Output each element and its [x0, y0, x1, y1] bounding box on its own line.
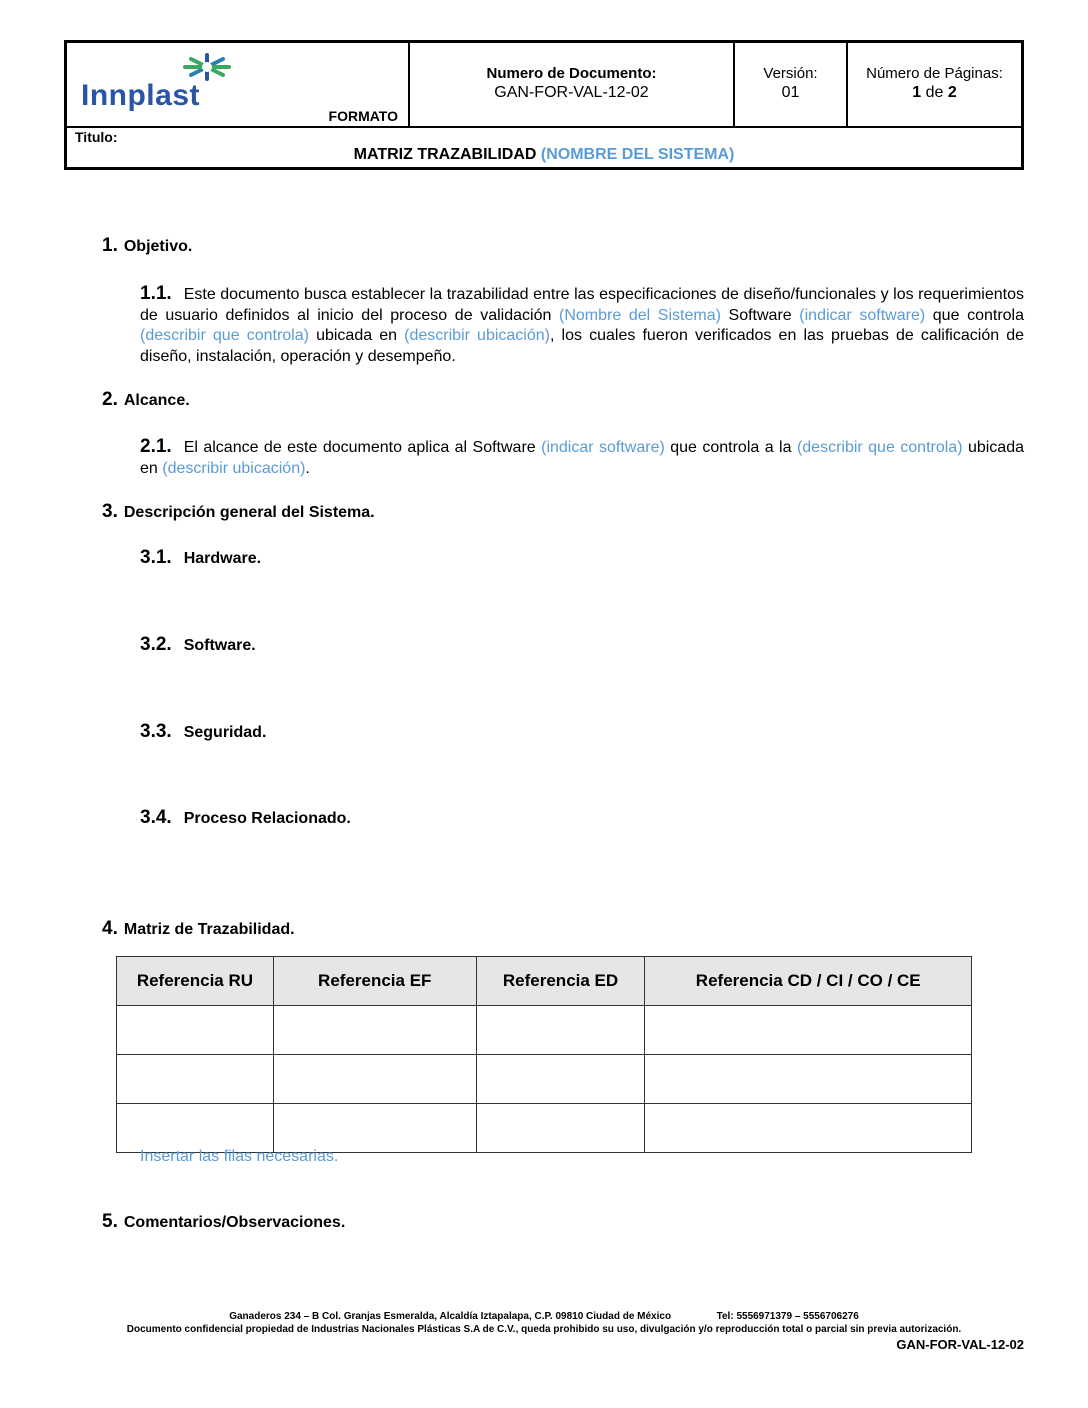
subsection-title: Proceso Relacionado. — [183, 810, 351, 827]
section-title: Objetivo. — [123, 238, 193, 255]
table-cell[interactable] — [476, 1055, 645, 1104]
page-of: de — [925, 84, 944, 101]
table-cell[interactable] — [273, 1006, 476, 1055]
table-cell[interactable] — [476, 1104, 645, 1153]
text: ubicada en — [308, 327, 405, 344]
section-heading-alcance — [102, 389, 190, 411]
page-total: 2 — [947, 84, 957, 101]
placeholder-software: (indicar software) — [799, 306, 926, 324]
table-cell[interactable] — [117, 1055, 274, 1104]
table-cell[interactable] — [645, 1006, 972, 1055]
section-heading-descripcion — [102, 501, 375, 523]
column-header-ru: Referencia RU — [117, 957, 274, 1006]
section-title: Alcance. — [123, 392, 190, 409]
paragraph-alcance — [140, 437, 1024, 479]
header-top-row — [67, 43, 1021, 128]
title-label: Titulo: — [75, 129, 118, 145]
subsection-title: Seguridad. — [183, 724, 267, 741]
footer-phone: Tel: 5556971379 – 5556706276 — [716, 1311, 859, 1322]
section-number: 3. — [102, 501, 118, 522]
placeholder-location: (describir ubicación) — [162, 459, 306, 477]
version-value: 01 — [781, 84, 800, 101]
subsection-number: 3.1. — [140, 547, 172, 568]
header-title-row — [67, 128, 1021, 167]
table-cell[interactable] — [117, 1006, 274, 1055]
document-number-cell — [410, 43, 735, 126]
subsection-hardware — [140, 547, 261, 569]
subsection-seguridad — [140, 721, 266, 743]
version-label: Versión: — [763, 65, 818, 82]
table-cell[interactable] — [645, 1104, 972, 1153]
table-cell[interactable] — [273, 1104, 476, 1153]
section-heading-comentarios — [102, 1211, 345, 1233]
placeholder-controls: (describir que controla) — [796, 439, 963, 456]
section-title: Matriz de Trazabilidad. — [123, 921, 295, 938]
section-title: Comentarios/Observaciones. — [123, 1214, 346, 1231]
table-cell[interactable] — [645, 1055, 972, 1104]
table-header-row — [117, 957, 972, 1006]
placeholder-software: (indicar software) — [541, 439, 665, 456]
section-number: 2. — [102, 389, 118, 410]
placeholder-controls: (describir que controla) — [140, 327, 309, 344]
pages-cell — [848, 43, 1021, 126]
text: que controla — [925, 306, 1025, 324]
footer-address-line — [0, 1311, 1088, 1322]
placeholder-system-name: (Nombre del Sistema) — [558, 306, 721, 324]
page-current: 1 — [912, 84, 922, 101]
subsection-title: Software. — [183, 637, 256, 654]
section-heading-objetivo — [102, 235, 192, 257]
column-header-ed: Referencia ED — [476, 957, 645, 1006]
footer-address: Ganaderos 234 – B Col. Granjas Esmeralda, Alcaldía Iztapalapa, C.P. 09810 Ciudad de México — [229, 1311, 672, 1322]
subsection-title: Hardware. — [183, 550, 262, 567]
text: , los cuales fueron verificados en las pruebas de calificación de diseño, instalación, operación y desempeño. — [140, 327, 1025, 365]
title-placeholder: (NOMBRE DEL SISTEMA) — [540, 146, 735, 163]
placeholder-location: (describir ubicación) — [404, 327, 550, 344]
text: que controla a la — [664, 439, 797, 456]
document-number-label: Numero de Documento: — [486, 65, 657, 82]
section-number: 4. — [102, 918, 118, 939]
footer-confidential: Documento confidencial propiedad de Industrias Nacionales Plásticas S.A de C.V., queda prohibido su uso, divulgación y/o reproducción total o parcial sin previa autorización. — [126, 1324, 962, 1335]
section-title: Descripción general del Sistema. — [123, 504, 375, 521]
paragraph-objetivo — [140, 284, 1024, 367]
insert-rows-note: Insertar las filas necesarias. — [140, 1148, 339, 1165]
paragraph-number: 2.1. — [140, 436, 172, 457]
section-number: 1. — [102, 235, 118, 256]
table-cell[interactable] — [117, 1104, 274, 1153]
subsection-number: 3.2. — [140, 634, 172, 655]
form-type-label: FORMATO — [328, 108, 398, 124]
pages-value — [848, 84, 1021, 102]
version-cell — [735, 43, 848, 126]
company-logo — [81, 53, 251, 112]
logo-wordmark: Innplast — [81, 79, 201, 112]
column-header-cd-ci-co-ce: Referencia CD / CI / CO / CE — [645, 957, 972, 1006]
column-header-ef: Referencia EF — [273, 957, 476, 1006]
subsection-number: 3.4. — [140, 807, 172, 828]
text: Software — [720, 306, 800, 324]
traceability-matrix-table — [116, 956, 972, 1153]
text: . — [305, 459, 310, 477]
text: El alcance de este documento aplica al Software — [183, 439, 542, 456]
paragraph-number: 1.1. — [140, 283, 172, 304]
title-main: MATRIZ TRAZABILIDAD — [353, 146, 537, 163]
section-number: 5. — [102, 1211, 118, 1232]
text: ubicada en — [140, 439, 1025, 477]
table-row — [117, 1104, 972, 1153]
text: Este documento busca establecer la trazabilidad entre las especificaciones de diseño/funcionales y los requerimientos de usuario definidos al inicio del proceso de validación — [140, 286, 1024, 324]
footer-document-code: GAN-FOR-VAL-12-02 — [896, 1337, 1024, 1352]
subsection-number: 3.3. — [140, 721, 172, 742]
logo-cell — [67, 43, 410, 126]
table-row — [117, 1006, 972, 1055]
table-cell[interactable] — [273, 1055, 476, 1104]
pages-label: Número de Páginas: — [866, 65, 1003, 82]
subsection-proceso — [140, 807, 351, 829]
subsection-software — [140, 634, 256, 656]
table-row — [117, 1055, 972, 1104]
section-heading-matriz — [102, 918, 295, 940]
document-header — [64, 40, 1024, 170]
document-number-value: GAN-FOR-VAL-12-02 — [494, 84, 649, 101]
document-title — [67, 146, 1021, 164]
table-cell[interactable] — [476, 1006, 645, 1055]
